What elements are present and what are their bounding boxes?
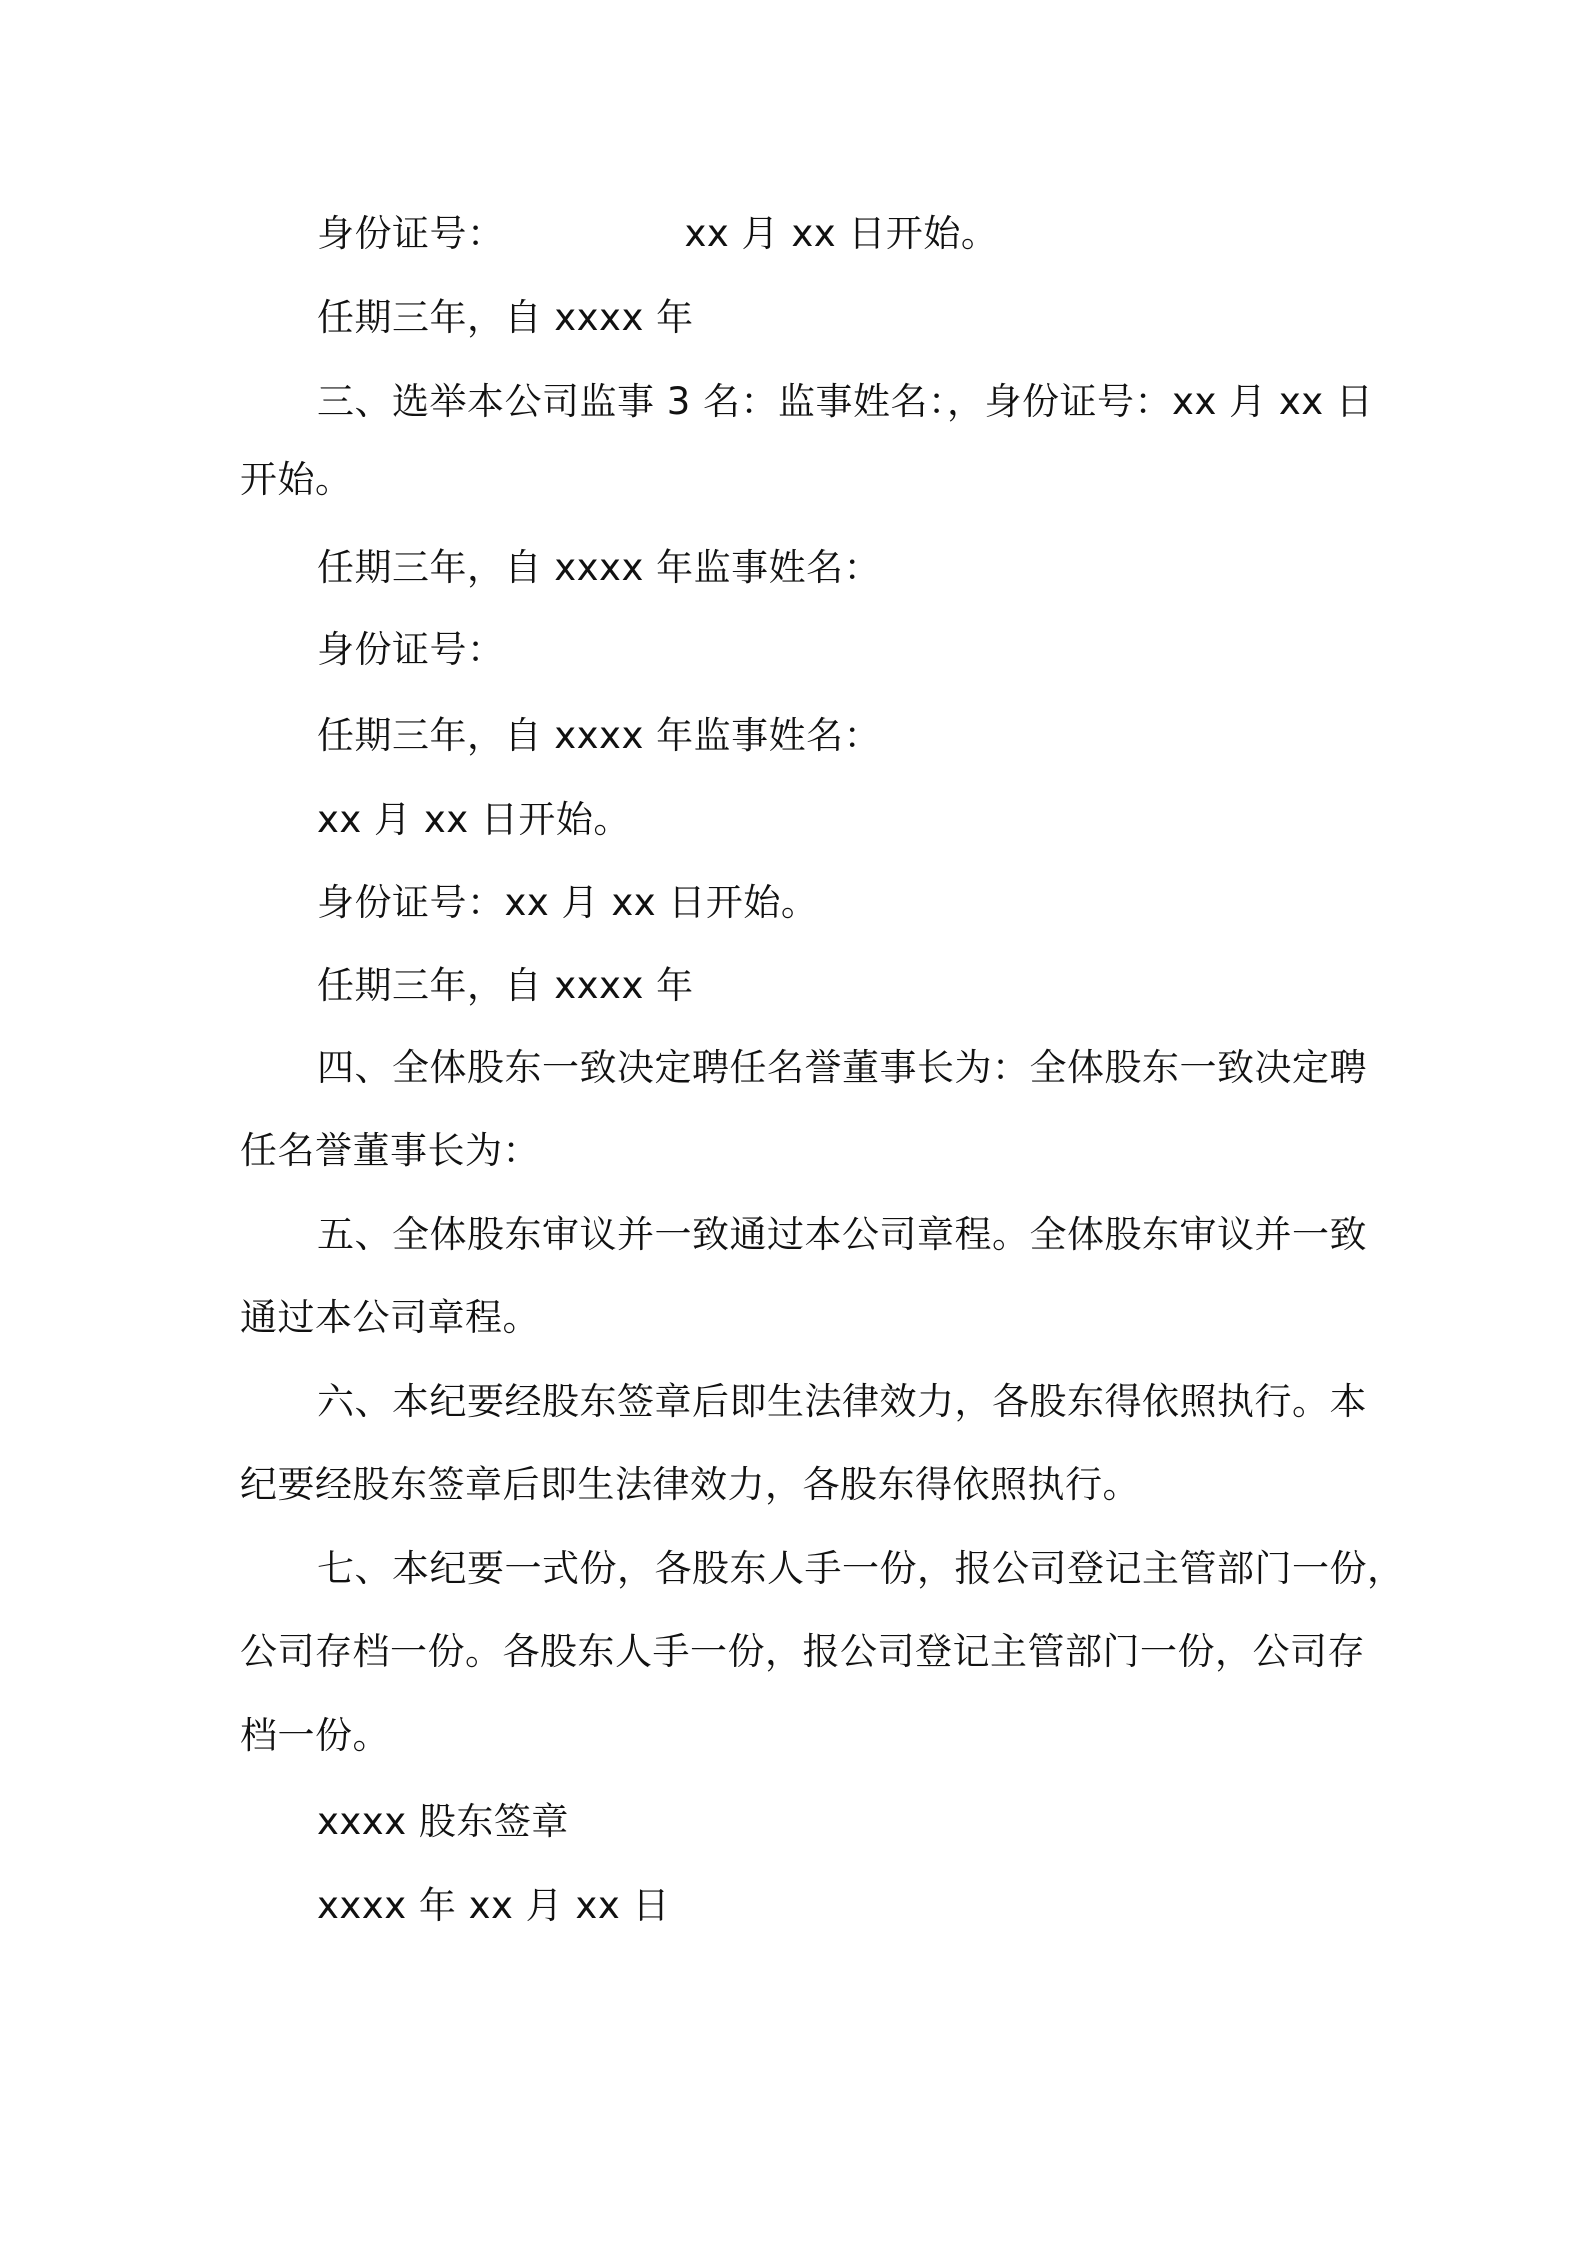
term-supervisor-line-2: 任期三年，自 xxxx 年监事姓名：: [317, 714, 882, 757]
term-supervisor-line-1: 任期三年，自 xxxx 年监事姓名：: [317, 546, 882, 589]
section-6-line-2: 纪要经股东签章后即生法律效力，各股东得依照执行。: [240, 1463, 1140, 1506]
signature-date: xxxx 年 xx 月 xx 日: [317, 1884, 670, 1927]
start-date-line: xx 月 xx 日开始。: [317, 798, 631, 841]
section-5-line-1: 五、全体股东审议并一致通过本公司章程。全体股东审议并一致: [317, 1213, 1367, 1256]
term-line-2: 任期三年，自 xxxx 年: [317, 964, 694, 1007]
term-line-1: 任期三年，自 xxxx 年: [317, 296, 694, 339]
start-date-text: xx 月 xx 日开始。: [684, 212, 999, 255]
section-4-line-1: 四、全体股东一致决定聘任名誉董事长为：全体股东一致决定聘: [317, 1046, 1367, 1089]
section-6-line-1: 六、本纪要经股东签章后即生法律效力，各股东得依照执行。本: [317, 1380, 1367, 1423]
id-number-line-1: [317, 212, 998, 256]
shareholder-signature: xxxx 股东签章: [317, 1800, 569, 1843]
section-7-line-1: 七、本纪要一式份，各股东人手一份，报公司登记主管部门一份，: [317, 1547, 1405, 1590]
id-number-line-2: 身份证号：: [317, 628, 505, 671]
section-7-line-3: 档一份。: [240, 1714, 390, 1757]
section-7-line-2: 公司存档一份。各股东人手一份，报公司登记主管部门一份，公司存: [240, 1630, 1365, 1673]
section-3-continuation: 开始。: [240, 458, 353, 501]
section-4-line-2: 任名誉董事长为：: [240, 1129, 540, 1172]
section-3-heading: 三、选举本公司监事 3 名：监事姓名：，身份证号：xx 月 xx 日: [317, 380, 1374, 423]
section-5-line-2: 通过本公司章程。: [240, 1296, 540, 1339]
id-number-line-3: 身份证号：xx 月 xx 日开始。: [317, 881, 819, 924]
id-number-label: 身份证号：: [317, 212, 505, 255]
